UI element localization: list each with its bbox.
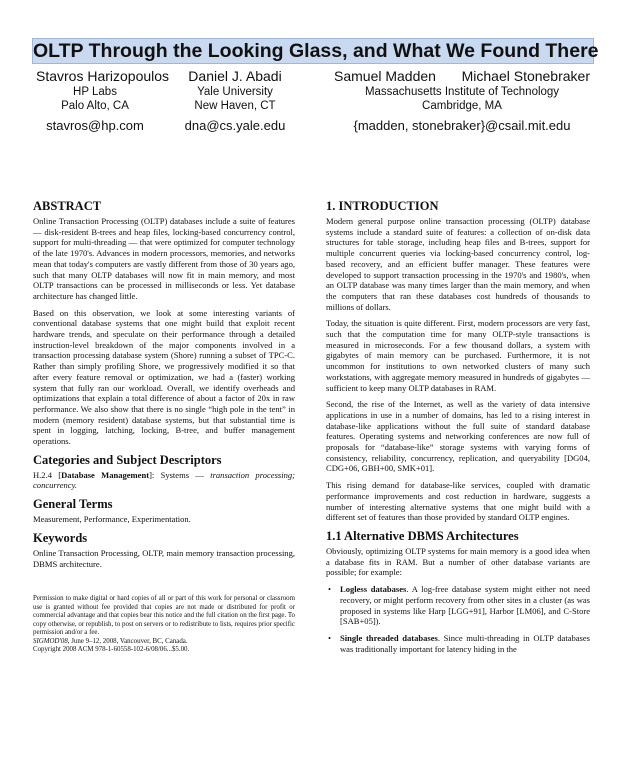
venue-name: SIGMOD'08: [33, 637, 68, 645]
intro-paragraph: Today, the situation is quite different. First, modern processors are very fast, such that the computation time for many OLTP-style transactions is measured in microseconds. For a few thousand dollars, a system with gigabytes of main memory can be purchased. Furthermore, it is not uncommon for institutions to own networked clusters of many such workstations, with aggregate memory measured in hundreds of gigabytes — sufficient to keep many OLTP databases in RAM.: [326, 318, 590, 393]
author-affiliation: Yale University: [197, 86, 273, 98]
intro-paragraph: This rising demand for database-like services, coupled with dramatic performance improvements and cost reduction in hardware, suggests a number of interesting alternative systems that one might build with a different set of features than those provided by standard OLTP engines.: [326, 480, 590, 523]
paper-title: OLTP Through the Looking Glass, and What We Found There: [33, 40, 599, 62]
introduction-heading: 1. INTRODUCTION: [326, 199, 439, 213]
permission-notice: Permission to make digital or hard copies of all or part of this work for personal or classroom use is granted without fee provided that copies are not made or distributed for profit or commercial advantage and that copies bear this notice and the full citation on the first page. To copy otherwise, or republish, to post on servers or to redistribute to lists, requires prior specific permission and/or a fee. SIGMOD'08, June 9–12, 2008, Vancouver, BC, Canada. Copyright 2008 ACM 978-1-60558-102-6/08/06...$5.00.: [33, 595, 295, 654]
architecture-list: [326, 584, 590, 654]
author-block-abadi: [180, 68, 290, 134]
alternative-architectures-heading: 1.1 Alternative DBMS Architectures: [326, 528, 519, 543]
author-affiliation: HP Labs: [73, 86, 117, 98]
intro-paragraph: Second, the rise of the Internet, as well as the variety of data intensive applications in use in a number of domains, has led to a rising interest in database-like applications without the full suite of standard database features. Operating systems and networking conferences are now full of proposals for “database-like” storage systems with varying forms of consistency, reliability, concurrency, replication, and queryability [DG04, CDG+06, GBH+00, SMK+01].: [326, 399, 590, 474]
list-item: • Single threaded databases. Since multi-threading in OLTP databases was traditionally important for latency hiding in the: [326, 633, 590, 654]
intro-paragraph: Modern general purpose online transaction processing (OLTP) database systems include a standard suite of features: a collection of on-disk data structures for table storage, including heap files and B-trees, support for multiple concurrent queries via locking-based concurrency control, log-based recovery, and an efficient buffer manager. These features were developed to support transaction processing in the 1970's and 1980's, when an OLTP database was many times larger than the main memory, and when the computers that ran these databases cost hundreds of thousands to millions of dollars.: [326, 216, 590, 312]
abstract-paragraph: Online Transaction Processing (OLTP) databases include a suite of features — disk-resident B-trees and heap files, locking-based concurrency control, support for multi-threading — that were optimized for computer technology of the late 1970's. Advances in modern processors, memories, and networks mean that today's computers are vastly different from those of 30 years ago, such that many OLTP databases will now fit in main memory, and most OLTP transactions can be processed in milliseconds or less. Yet database architecture has changed little.: [33, 216, 295, 301]
author-location: New Haven, CT: [194, 100, 276, 112]
alt-paragraph: Obviously, optimizing OLTP systems for main memory is a good idea when a database fits in RAM. But a number of other database variants are possible; for example:: [326, 545, 590, 578]
list-item: • Logless databases. A log-free database system might either not need recovery, or might perform recovery from other sites in a cluster (as was proposed in systems like Harp [LGG+91], Harbor [LM06], and C-Store [SAB+05]).: [326, 584, 590, 627]
categories-text: H.2.4 [Database Management]: Systems — transaction processing; concurrency.: [33, 469, 295, 491]
author-name: Michael Stonebraker: [461, 68, 590, 84]
keywords-text: Online Transaction Processing, OLTP, main memory transaction processing, DBMS architecture.: [33, 547, 295, 569]
general-terms-heading: General Terms: [33, 497, 113, 512]
author-email: stavros@hp.com: [46, 118, 144, 133]
categories-heading: Categories and Subject Descriptors: [33, 452, 222, 467]
general-terms-text: Measurement, Performance, Experimentation.: [33, 514, 191, 525]
left-column: [33, 199, 295, 655]
right-column: [326, 199, 590, 660]
copyright-line: Copyright 2008 ACM 978-1-60558-102-6/08/06...$5.00.: [33, 646, 190, 654]
author-email: dna@cs.yale.edu: [184, 118, 286, 133]
author-location: Palo Alto, CA: [61, 100, 129, 112]
author-email: {madden, stonebraker}@csail.mit.edu: [353, 118, 571, 133]
author-name: Daniel J. Abadi: [188, 68, 282, 84]
author-block-harizopoulos: [36, 68, 170, 134]
abstract-paragraph: Based on this observation, we look at some interesting variants of conventional database systems that one might build that exploit recent hardware trends, and speculate on their performance through a detailed instruction-level breakdown of the major components involved in a transaction processing database system (Shore) running a subset of TPC-C. Rather than simply profiling Shore, we progressively modified it so that after every feature removal or optimization, we had a (faster) working system that fully ran our workload. Overall, we identify overheads and optimizations that explain a total difference of about a factor of 20x in raw performance. We also show that there is no single “high pole in the tent” in modern (memory resident) database systems, but that substantial time is spent in logging, latching, locking, B-tree, and buffer management operations.: [33, 307, 295, 447]
keywords-heading: Keywords: [33, 530, 88, 545]
author-block-madden-stonebraker: [330, 68, 594, 134]
abstract-heading: ABSTRACT: [33, 199, 102, 213]
author-affiliation: Massachusetts Institute of Technology: [364, 86, 560, 98]
author-name: Stavros Harizopoulos: [36, 68, 170, 84]
author-location: Cambridge, MA: [422, 100, 502, 112]
author-name: Samuel Madden: [334, 68, 436, 84]
